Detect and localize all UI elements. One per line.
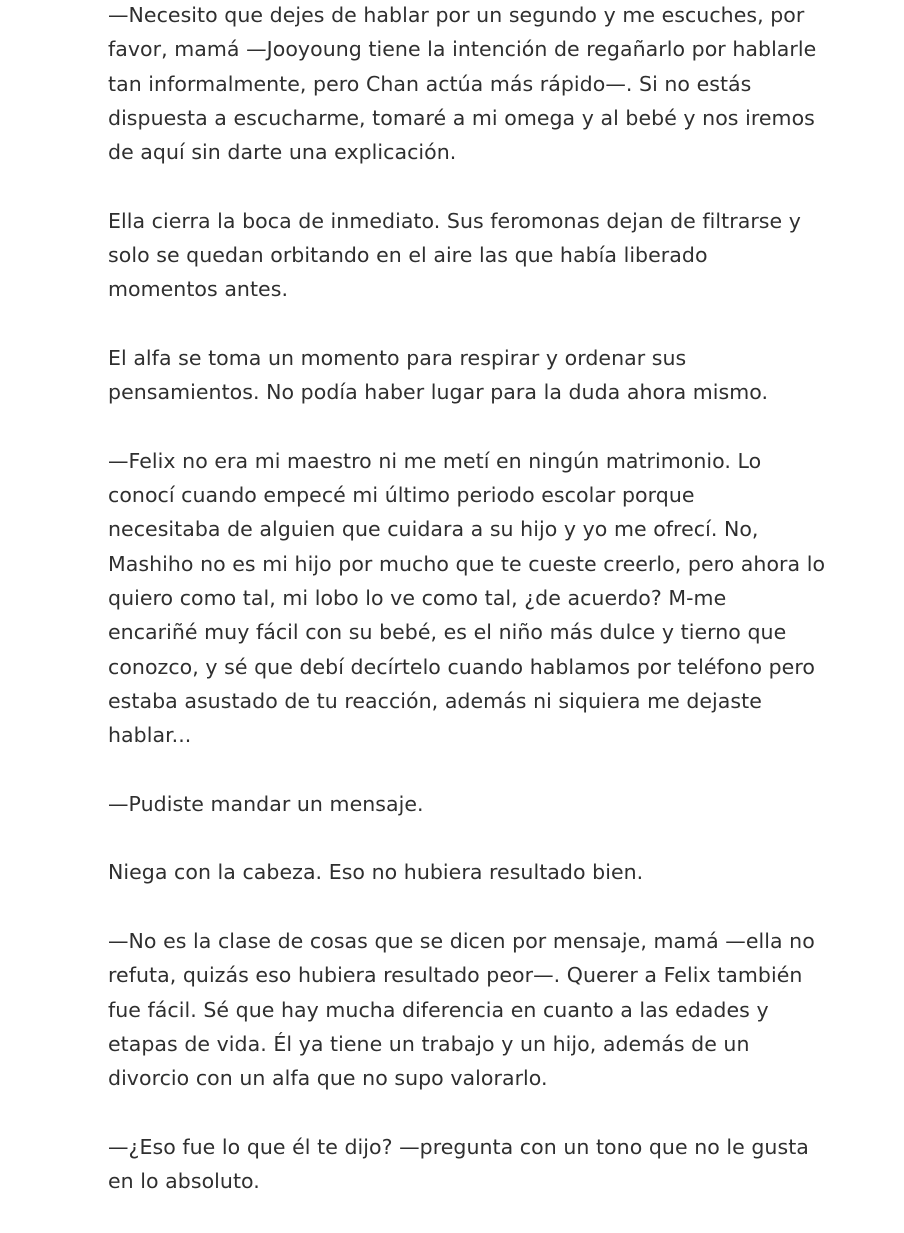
- text-line: necesitaba de alguien que cuidara a su hijo y yo me ofrecí. No,: [108, 517, 759, 542]
- paragraph: [108, 0, 828, 169]
- paragraph: [108, 341, 828, 410]
- text-line: conocí cuando empecé mi último periodo escolar porque: [108, 483, 695, 508]
- text-line: momentos antes.: [108, 277, 289, 302]
- paragraph: [108, 924, 828, 1095]
- text-line: Mashiho no es mi hijo por mucho que te cueste creerlo, pero ahora lo: [108, 551, 826, 576]
- paragraph: [108, 1130, 828, 1199]
- text-line: conozco, y sé que debí decírtelo cuando hablamos por teléfono pero: [108, 654, 815, 679]
- text-line: solo se quedan orbitando en el aire las que había liberado: [108, 243, 708, 268]
- text-line: dispuesta a escucharme, tomaré a mi omega y al bebé y nos iremos: [108, 105, 815, 130]
- text-line: —Felix no era mi maestro ni me metí en ningún matrimonio. Lo: [108, 448, 762, 473]
- text-line: en lo absoluto.: [108, 1169, 260, 1194]
- text-line: encariñé muy fácil con su bebé, es el niño más dulce y tierno que: [108, 620, 787, 645]
- paragraph: [108, 444, 828, 753]
- text-line: El alfa se toma un momento para respirar y ordenar sus: [108, 345, 687, 370]
- text-line: quiero como tal, mi lobo lo ve como tal, ¿de acuerdo? M-me: [108, 586, 727, 611]
- text-line: divorcio con un alfa que no supo valorarlo.: [108, 1066, 548, 1091]
- text-line: —Pudiste mandar un mensaje.: [108, 791, 424, 816]
- paragraph: [108, 204, 828, 307]
- text-line: pensamientos. No podía haber lugar para la duda ahora mismo.: [108, 380, 769, 405]
- text-line: —Necesito que dejes de hablar por un segundo y me escuches, por: [108, 3, 805, 27]
- text-line: hablar...: [108, 723, 192, 748]
- text-line: refuta, quizás eso hubiera resultado peor—. Querer a Felix también: [108, 963, 803, 988]
- text-line: de aquí sin darte una explicación.: [108, 140, 457, 165]
- text-line: Niega con la cabeza. Eso no hubiera resultado bien.: [108, 860, 644, 885]
- document-page: [108, 0, 828, 1233]
- text-line: Ella cierra la boca de inmediato. Sus feromonas dejan de filtrarse y: [108, 208, 801, 233]
- paragraph: [108, 855, 828, 889]
- text-line: estaba asustado de tu reacción, además ni siquiera me dejaste: [108, 688, 762, 713]
- text-line: favor, mamá —Jooyoung tiene la intención de regañarlo por hablarle: [108, 37, 817, 62]
- text-line: tan informalmente, pero Chan actúa más rápido—. Si no estás: [108, 71, 752, 96]
- text-line: fue fácil. Sé que hay mucha diferencia en cuanto a las edades y: [108, 997, 769, 1022]
- text-line: —No es la clase de cosas que se dicen por mensaje, mamá —ella no: [108, 929, 815, 954]
- text-line: —¿Eso fue lo que él te dijo? —pregunta con un tono que no le gusta: [108, 1134, 809, 1159]
- text-line: etapas de vida. Él ya tiene un trabajo y un hijo, además de un: [108, 1031, 750, 1056]
- paragraph: [108, 787, 828, 821]
